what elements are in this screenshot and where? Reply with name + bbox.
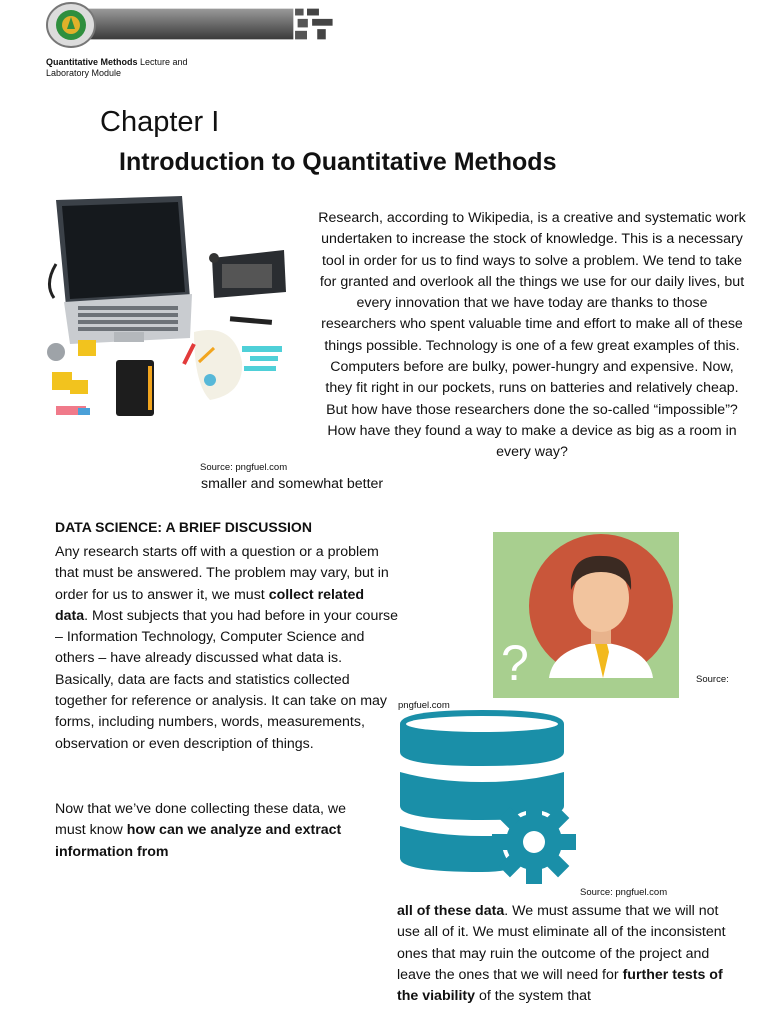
section-paragraph-2 xyxy=(55,799,355,863)
database-gear-icon xyxy=(396,710,582,888)
chapter-label: Chapter I xyxy=(100,106,220,138)
image-source-person-b: pngfuel.com xyxy=(398,700,450,711)
section-heading: DATA SCIENCE: A BRIEF DISCUSSION xyxy=(55,519,312,535)
image-source-laptop: Source: pngfuel.com xyxy=(200,462,288,473)
p1-text-b: . Most subjects that you had before in your course – Information Technology, Computer Science and others – have already discussed what data is. Basically, data are facts and statistics collected together for reference or analysis. It can take on may forms, including numbers, words, measurements, observation or even description of things. xyxy=(55,607,399,752)
module-header xyxy=(46,57,246,79)
section-paragraph-1 xyxy=(55,542,400,755)
cont-text-b: of the system that xyxy=(475,988,591,1005)
section-paragraph-continuation xyxy=(397,901,745,1007)
module-subtitle: Lecture and xyxy=(140,57,188,67)
module-name: Quantitative Methods xyxy=(46,57,138,67)
image-source-person-a: Source: xyxy=(696,674,729,685)
p2-bold: how can we analyze and extract information from xyxy=(55,822,342,860)
laptop-desk-illustration xyxy=(44,194,294,430)
p1-bold: collect related data xyxy=(55,586,365,624)
cont-bold-1: all of these data xyxy=(397,903,505,919)
cont-text-a: . We must assume that we will not use all of it. We must eliminate all of the inconsistent ones that may ruin the outcome of the project and leave the ones that we will need for xyxy=(397,903,726,983)
p2-text-a: Now that we’ve done collecting these data, we must know xyxy=(55,801,347,839)
question-mark-glyph: ? xyxy=(501,635,529,691)
university-logo xyxy=(46,2,96,48)
cont-bold-2: further tests of the viability xyxy=(397,966,723,1005)
page-title: Introduction to Quantitative Methods xyxy=(119,148,557,176)
p1-text-a: Any research starts off with a question or a problem that must be answered. The problem may vary, but in order for us to answer it, we must xyxy=(55,544,389,603)
thinking-person-illustration xyxy=(493,532,679,698)
image-source-database: Source: pngfuel.com xyxy=(580,887,668,898)
intro-paragraph: Research, according to Wikipedia, is a creative and systematic work undertaken to increase the stock of knowledge. This is a necessary tool in order for us to find ways to solve a problem. We tend to take for granted and overlook all the things we use for our daily lives, but every innovation that we have today are thanks to those researchers who spent valuable time and effort to make all of these things possible. Technology is one of a few great examples of this. Computers before are bulky, power-hungry and expensive. Now, they fit right in our pockets, runs on batteries and relatively cheap. But how have those researchers done the so-called “impossible”? How have they found a way to make a device as big as a room in every way? xyxy=(318,210,746,461)
intro-paragraph-tail: smaller and somewhat better xyxy=(201,476,384,492)
module-subtitle-2: Laboratory Module xyxy=(46,68,122,78)
